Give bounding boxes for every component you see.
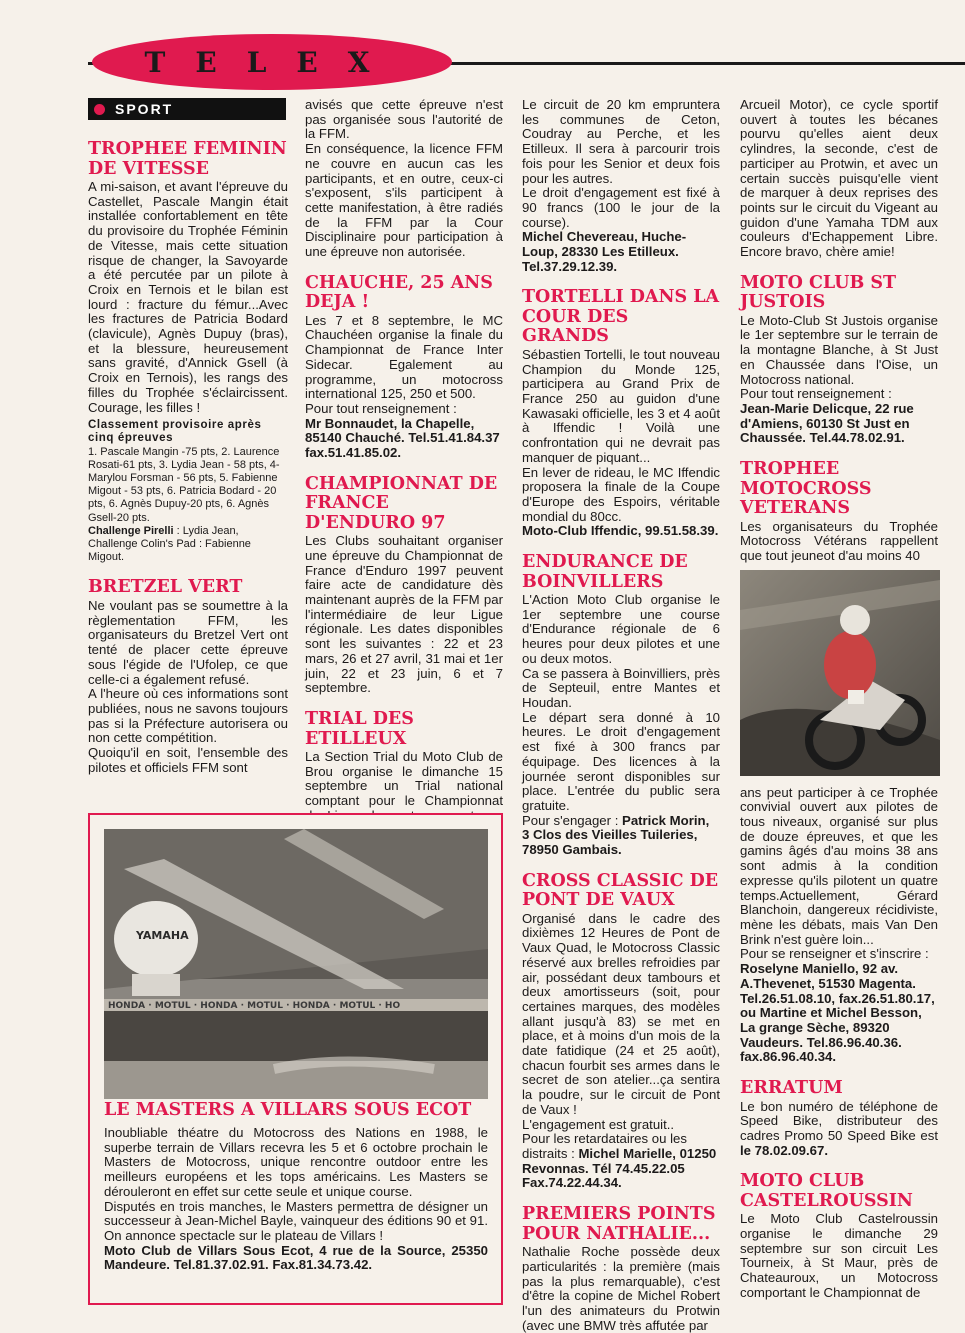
page-title: TELEX (144, 45, 400, 79)
erratum-text: Le bon numéro de téléphone de Speed Bike, distributeur des cadres Promo 50 Speed Bike est (740, 1098, 938, 1143)
article-body: Le Moto-Club St Justois organise le 1er septembre sur le terrain de la montagne Blanche, à St Just en Chaussée dans l'Oise, un Motocross national. (740, 312, 938, 387)
headline-bretzel: BRETZEL VERT (88, 577, 243, 598)
article-body: Ne voulant pas se soumettre à la règlementation FFM, les organisateurs du Bretzel Vert ont tenté de placer cette épreuve sous l'égide de l'Ufolep, ce que celle-ci a également refusé. (88, 597, 288, 687)
headline-veterans: TROPHEE MOTOCROSS VETERANS (740, 459, 872, 519)
headline-chauche: CHAUCHE, 25 ANS DEJA ! (305, 272, 493, 313)
article-body: Quoiqu'il en soit, l'ensemble des pilotes et officiels FFM sont (88, 745, 288, 775)
challenge-label: Challenge Pirelli (88, 524, 174, 537)
headline-st-justois: MOTO CLUB ST JUSTOIS (740, 272, 897, 313)
article-body: L'engagement est gratuit.. (522, 1116, 675, 1132)
headline-masters: LE MASTERS A VILLARS SOUS ECOT (104, 1100, 472, 1120)
rider-illustration (740, 570, 940, 776)
masters-body (104, 1126, 488, 1273)
article-body: Nathalie Roche possède deux particularités : la première (mais pas la plus remarquable), c'est d'être la copine de Michel Robert l'un des animateurs du Protwin (avec une BMW très affutée par (522, 1244, 720, 1333)
erratum-number: le 78.02.09.67. (740, 1142, 828, 1158)
column-4 (740, 98, 938, 1301)
contact-info: Mr Bonnaudet, la Chapelle, 85140 Chauché. Tel.51.41.84.37 fax.51.41.85.02. (305, 415, 500, 461)
section-label: SPORT (115, 100, 174, 117)
info-label: Pour s'engager : (522, 812, 623, 828)
article-body: En lever de rideau, le MC Iffendic proposera la finale de la Coupe d'Europe des Espoirs, véritable mondial du 80cc. (522, 464, 720, 524)
contact-info: Roselyne Maniello, 92 av. A.Thevenet, 51530 Magenta. Tel.26.51.08.10, fax.26.51.80.17, ou Martine et Michel Besson, La grange Sèche, 89320 Vaudeurs. Tel.86.96.40.36. fax.86.96.40.34. (740, 961, 935, 1065)
headline-tortelli: TORTELLI DANS LA COUR DES GRANDS (522, 287, 720, 347)
contact-info: Moto Club de Villars Sous Ecot, 4 rue de la Source, 25350 Mandeure. Tel.81.37.02.91. Fax.81.34.73.42. (104, 1242, 488, 1273)
article-body: Sébastien Tortelli, le tout nouveau Champion du Monde 125, participera au Grand Prix de France 250 au guidon d'une Kawasaki officielle, les 3 et 4 août à Iffendic ! Voilà une confrontation qui ne devrait pas manquer de piquant... (522, 346, 720, 465)
classement-title: Classement provisoire après cinq épreuves (88, 419, 262, 445)
article-body: Ca se passera à Boinvilliers, près de Septeuil, entre Mantes et Houdan. (522, 665, 720, 710)
article-body: ans peut participer à ce Trophée convivial ouvert aux pilotes de tous niveaux, organisé sur plus de douze épreuves, et que les gamins âgés d'au moins 38 ans sont admis à la condition expresse qu'ils pilotent un quatre temps.Actuellement, Gérard Blanchoin, dangereux récidiviste, mène les débats, mais Van Den Brink n'est guère loin... (740, 784, 938, 947)
stadium-illustration (104, 829, 488, 1099)
challenge-text (88, 525, 288, 565)
info-label: Pour tout renseignement : (305, 400, 457, 416)
headline-castelroussin: MOTO CLUB CASTELROUSSIN (740, 1171, 913, 1211)
headline-trial: TRIAL DES ETILLEUX (305, 709, 414, 749)
motocross-rider-photo (740, 570, 940, 776)
bullet-icon (94, 104, 105, 115)
villars-stadium-photo (104, 829, 488, 1099)
article-body: A l'heure où ces informations sont publiées, nous ne savons toujours pas si la Préfecture autorisera ou non cette compétition. (88, 686, 288, 746)
article-body: Les Clubs souhaitant organiser une épreuve du Championnat de France d'Enduro 1997 peuvent faire acte de candidature dès maintenant auprès de la FFM par l'intermédiaire de leur Ligue régionale. Les dates disponibles sont les suivantes : 22 et 23 mars, 26 et 27 avril, 31 mai et 1er juin, 22 et 23 juin, 6 et 7 septembre. (305, 533, 503, 696)
contact-block (522, 1132, 720, 1191)
contact-info: Moto-Club Iffendic, 99.51.58.39. (522, 523, 719, 539)
honda-motul-banner-text: HONDA · MOTUL · HONDA · MOTUL · HONDA · MOTUL · HO (108, 1001, 401, 1011)
article-body: Le départ sera donné à 10 heures. Le droit d'engagement est fixé à 300 francs par équipage. Des licences à la journée seront disponibles sur place. L'entrée du public sera gratuite. (522, 709, 720, 813)
article-body: Inoubliable théatre du Motocross des Nations en 1988, le superbe terrain de Villars recevra les 5 et 6 octobre prochain le Masters de Motocross, unique rencontre outdoor entre les meilleurs européens et les tops américains. Les Masters se dérouleront en effet sur cette seule et unique course. (104, 1125, 488, 1199)
info-label: Pour se renseigner et s'inscrire : (740, 946, 929, 962)
challenge-detail: : Lydia Jean, Challenge Colin's Pad : Fabienne Migout. (88, 524, 251, 564)
article-body: Le circuit de 20 km empruntera les communes de Ceton, Coudray au Perche, et les Etilleux. Il sera à parcourir trois fois pour les Senior et deux fois pour les autres. (522, 97, 720, 186)
balloon-brand-text: YAMAHA (136, 929, 189, 942)
contact-info: Michel Marielle, 01250 Revonnas. Tél 74.45.22.05 Fax.74.22.44.34. (522, 1145, 717, 1191)
headline-trophee-feminin: TROPHEE FEMININ DE VITESSE (88, 139, 287, 179)
column-2 (305, 98, 503, 853)
masters-box (88, 813, 503, 1305)
article-body: Arcueil Motor), ce cycle sportif ouvert à toutes les bécanes pourvu qu'elles aient deux cylindres, la seconde, c'est de participer au Protwin, et avec un certain succès puisqu'elle vient de marquer à deux reprises des points sur le circuit du Vigeant au guidon d'une Yamaha TDM aux couleurs d'Echappement Libre. Encore bravo, chère amie! (740, 97, 938, 260)
classement-box (88, 419, 288, 564)
headline-erratum: ERRATUM (740, 1078, 843, 1099)
article-body: En conséquence, la licence FFM ne couvre en aucun cas les participants, et en outre, ceux-ci s'exposent, s'ils participent à cette manifestation, à être radiés de la FFM par la Cour Disciplinaire pour participation à une épreuve non autorisée. (305, 141, 503, 260)
article-body: Organisé dans le cadre des dixièmes 12 Heures de Pont de Vaux Quad, le Motocross Classic réservé aux brelles refroidies par air, possédant deux tambours et deux amortisseurs (soit, pour certaines marques, des modèles allant jusqu'à 83) se met en place, et à moins d'un mois de la date fatidique (24 et 25 août), chacun fourbit ses armes dans le secret de son atelier...ça sentira la poudre, sur le circuit de Pont de Vaux ! (522, 910, 720, 1117)
article-body: L'Action Moto Club organise le 1er septembre une course d'Endurance régionale de 6 heures pour deux pilotes et une ou deux motos. (522, 592, 720, 666)
contact-info: Michel Chevereau, Huche-Loup, 28330 Les Etilleux. Tel.37.29.12.39. (522, 229, 687, 274)
info-label: Pour les retardataires ou les distraits : (522, 1131, 687, 1161)
article-body: Le Moto Club Castelroussin organise le dimanche 29 septembre sur son circuit Les Tourneix, à St Maur, près de Chateauroux, un Motocross comportant le Championnat de (740, 1211, 938, 1300)
article-body: Le droit d'engagement est fixé à 90 francs (100 le jour de la course). (522, 185, 720, 230)
article-body (740, 1100, 938, 1159)
contact-info: Patrick Morin, 3 Clos des Vieilles Tuileries, 78950 Gambais. (522, 812, 710, 858)
article-body: A mi-saison, et avant l'épreuve du Castellet, Pascale Mangin était installée confortablement en tête du provisoire du Trophée Féminin de Vitesse, mais cette situation risque de changer, la Savoyarde a été percutée par un pilote à Croix en Ternois et le bilan est lourd : fracture du fémur...Avec les fractures de Patricia Bodard (clavicule), Agnès Dupuy (bras), et la blessure, heureusement sans gravité, d'Annick Gsell (à Croix en Ternois), les rangs des filles du Trophée s'éclaircissent. Courage, les filles ! (88, 179, 288, 415)
headline-enduro: CHAMPIONNAT DE FRANCE D'ENDURO 97 (305, 473, 498, 533)
headline-cross-classic: CROSS CLASSIC DE PONT DE VAUX (522, 870, 719, 911)
column-3 (522, 98, 720, 1333)
article-body: Les organisateurs du Trophée Motocross Vétérans rappellent que tout jeuneot d'au moins 40 (740, 518, 938, 563)
section-badge (88, 98, 286, 120)
classement-text: 1. Pascale Mangin -75 pts, 2. Laurence Rosati-61 pts, 3. Lydia Jean - 58 pts, 4- Marylou Forsman - 56 pts, 5. Fabienne Migout - 53 pts, 6. Patricia Bodard - 20 pts, 6. Agnès Dupuy-20 pts, 6. Agnès Gsell-20 pts. (88, 445, 280, 524)
article-body: avisés que cette épreuve n'est pas organisée sous l'autorité de la FFM. (305, 97, 503, 142)
headline-premiers-points: PREMIERS POINTS POUR NATHALIE... (522, 1204, 716, 1244)
contact-info: Jean-Marie Delicque, 22 rue d'Amiens, 60130 St Just en Chaussée. Tel.44.78.02.91. (740, 400, 914, 446)
article-body: Les 7 et 8 septembre, le MC Chauchéen organise la finale du Championnat de France Inter Sidecar. Egalement au programme, un motocross international 125, 250 et 500. (305, 312, 503, 402)
article-body: Disputés en trois manches, le Masters permettra de désigner un successeur à Jean-Michel Bayle, vainqueur des éditions 90 et 91. On annonce spectacle sur le plateau de Villars ! (104, 1198, 488, 1243)
article-body: La Section Trial du Moto Club de Brou organise le dimanche 15 septembre un Trial national comptant pour le Championnat (305, 749, 503, 809)
headline-endurance: ENDURANCE DE BOINVILLERS (522, 552, 688, 592)
contact-block (522, 814, 720, 858)
column-1 (88, 98, 288, 775)
info-label: Pour tout renseignement : (740, 386, 892, 402)
